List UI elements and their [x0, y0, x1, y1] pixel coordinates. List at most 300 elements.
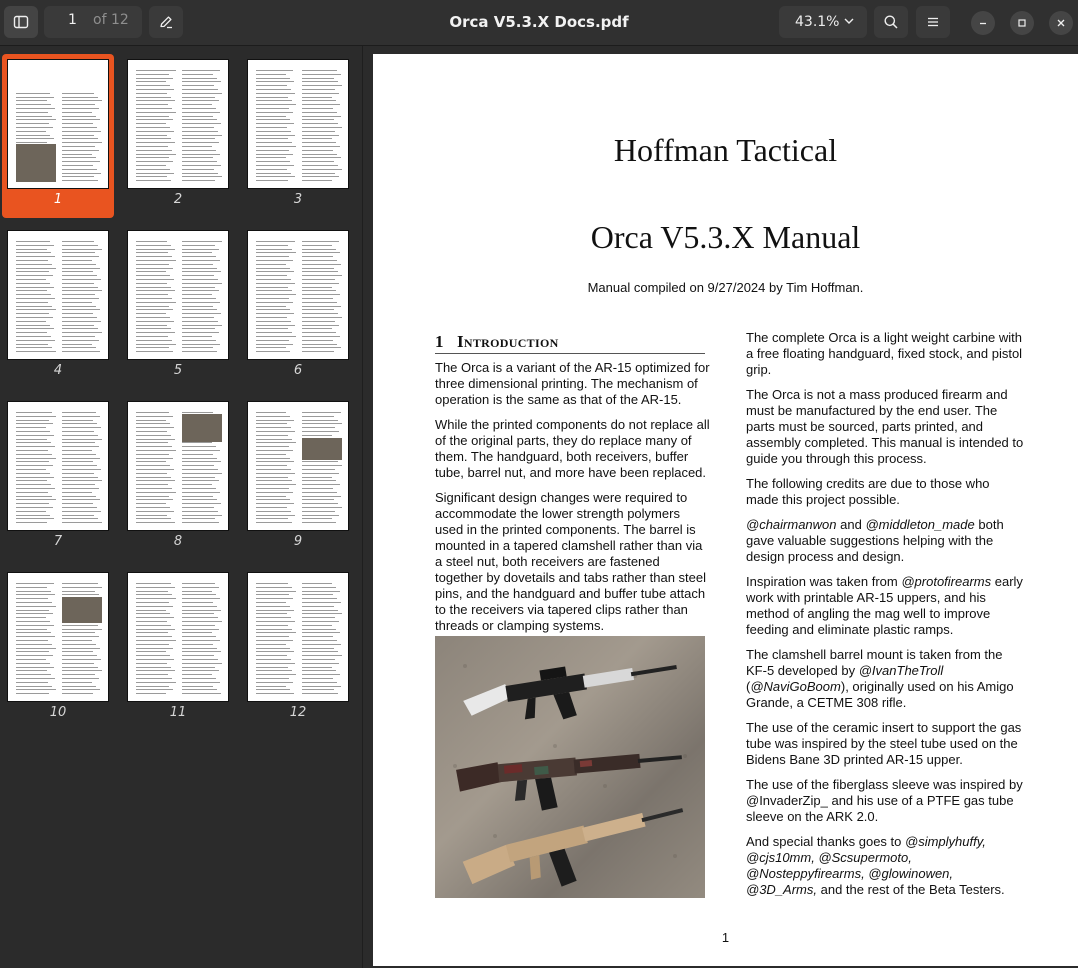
- thumbnail-text-line: [182, 606, 217, 607]
- thumbnail-text-line: [182, 150, 216, 151]
- thumbnail-text-line: [62, 670, 102, 671]
- paragraph: The use of the fiberglass sleeve was inspired by @InvaderZip_ and his use of a PTFE gas tube sleeve on the ARK 2.0.: [746, 777, 1023, 824]
- thumbnail-text-line: [16, 431, 50, 432]
- thumbnail-text-line: [62, 667, 98, 668]
- thumbnail-text-line: [302, 621, 339, 622]
- maximize-button[interactable]: [1010, 11, 1034, 35]
- thumbnail-text-line: [182, 241, 222, 242]
- thumbnail-text-line: [182, 264, 213, 265]
- thumbnail-text-line: [302, 116, 341, 117]
- thumbnail-text-line: [256, 617, 291, 618]
- thumbnail-text-line: [136, 340, 172, 341]
- thumbnail-text-line: [136, 78, 173, 79]
- thumbnail-page-1[interactable]: [2, 54, 114, 218]
- thumbnail-text-line: [62, 176, 94, 177]
- thumbnail-text-line: [302, 306, 341, 307]
- thumbnail-text-line: [136, 157, 169, 158]
- thumbnail-text-line: [136, 150, 172, 151]
- thumbnail-text-line: [136, 112, 176, 113]
- thumbnail-text-line: [16, 640, 48, 641]
- thumbnail-text-line: [302, 290, 336, 291]
- thumbnail-text-line: [302, 682, 337, 683]
- thumbnail-text-line: [136, 518, 171, 519]
- thumbnail-text-line: [256, 268, 290, 269]
- thumbnail-text-line: [62, 480, 102, 481]
- thumbnail-photo: [16, 144, 56, 182]
- thumbnail-text-line: [16, 480, 47, 481]
- thumbnail-text-line: [302, 123, 338, 124]
- thumbnail-text-line: [302, 606, 334, 607]
- thumbnail-text-line: [16, 306, 52, 307]
- current-page-input[interactable]: 1: [68, 12, 77, 28]
- thumbnail-text-line: [182, 507, 214, 508]
- thumbnail-text-line: [182, 176, 222, 177]
- thumbnail-text-line: [62, 287, 98, 288]
- thumbnail-text-line: [136, 100, 175, 101]
- thumbnail-text-line: [16, 511, 46, 512]
- thumbnail-text-line: [16, 100, 47, 101]
- thumbnail-text-line: [16, 268, 56, 269]
- thumbnail-text-line: [182, 663, 222, 664]
- thumbnail-text-line: [62, 435, 98, 436]
- thumbnail-text-line: [62, 127, 97, 128]
- thumbnail-text-line: [62, 465, 97, 466]
- thumbnail-text-line: [182, 78, 217, 79]
- thumbnail-text-line: [136, 477, 171, 478]
- thumbnail-text-line: [302, 176, 339, 177]
- thumbnail-text-line: [256, 435, 288, 436]
- thumbnail-text-line: [16, 515, 50, 516]
- thumbnail-text-line: [62, 587, 102, 588]
- thumbnail-text-line: [302, 667, 332, 668]
- thumbnail-text-line: [182, 693, 221, 694]
- thumbnail-text-line: [16, 629, 47, 630]
- thumbnail-text-line: [16, 648, 56, 649]
- thumbnail-text-line: [16, 496, 52, 497]
- thumbnail-text-line: [136, 598, 176, 599]
- thumbnail-text-line: [256, 461, 294, 462]
- thumbnail-text-line: [256, 142, 292, 143]
- thumbnail-text-line: [256, 93, 295, 94]
- thumbnail-text-line: [256, 416, 290, 417]
- thumbnail-text-line: [302, 328, 332, 329]
- thumbnail-text-line: [182, 632, 212, 633]
- close-button[interactable]: [1049, 11, 1073, 35]
- thumbnail-text-line: [256, 644, 286, 645]
- thumbnail-text-line: [136, 332, 175, 333]
- thumbnail-text-line: [256, 85, 287, 86]
- thumbnail-text-line: [302, 522, 336, 523]
- thumbnail-text-line: [182, 245, 215, 246]
- thumbnail-text-line: [62, 640, 92, 641]
- search-button[interactable]: [874, 6, 908, 38]
- maximize-icon: [1017, 18, 1027, 28]
- thumbnail-text-line: [256, 602, 286, 603]
- thumbnail-text-line: [256, 290, 292, 291]
- thumbnail-image: [8, 60, 108, 188]
- thumbnail-text-line: [302, 689, 334, 690]
- thumbnail-text-line: [136, 313, 166, 314]
- thumbnail-text-line: [256, 108, 289, 109]
- thumbnail-text-line: [182, 484, 212, 485]
- thumbnail-text-line: [136, 116, 169, 117]
- thumbnail-text-line: [182, 252, 212, 253]
- thumbnail-text-line: [182, 522, 219, 523]
- thumbnail-text-line: [182, 621, 222, 622]
- thumbnail-text-line: [302, 515, 339, 516]
- thumbnail-text-line: [302, 112, 337, 113]
- thumbnail-text-line: [256, 283, 295, 284]
- thumbnail-text-line: [256, 161, 290, 162]
- thumbnail-text-line: [62, 522, 102, 523]
- thumbnail-text-line: [62, 313, 93, 314]
- thumbnail-text-line: [16, 613, 53, 614]
- thumbnail-text-line: [182, 465, 214, 466]
- thumbnail-text-line: [182, 142, 219, 143]
- thumbnail-text-line: [182, 442, 212, 443]
- annotate-button[interactable]: [149, 6, 183, 38]
- thumbnail-text-line: [136, 131, 174, 132]
- thumbnail-text-line: [182, 302, 220, 303]
- thumbnail-page-2[interactable]: [122, 54, 234, 218]
- thumbnail-text-line: [182, 492, 220, 493]
- thumbnail-text-line: [16, 309, 56, 310]
- thumbnail-label: 7: [53, 534, 63, 549]
- thumbnail-text-line: [302, 127, 342, 128]
- thumbnail-text-line: [136, 264, 169, 265]
- thumbnail-text-line: [62, 306, 96, 307]
- main-menu-button[interactable]: [916, 6, 950, 38]
- thumbnail-text-line: [256, 439, 292, 440]
- thumbnail-text-line: [136, 283, 167, 284]
- thumbnail-text-line: [182, 336, 212, 337]
- thumbnail-text-line: [182, 161, 217, 162]
- thumbnail-text-line: [256, 458, 290, 459]
- thumbnail-sidebar[interactable]: [0, 46, 363, 968]
- thumbnail-page-12[interactable]: [242, 567, 354, 731]
- thumbnail-text-line: [182, 496, 213, 497]
- thumbnail-text-line: [182, 636, 216, 637]
- thumbnail-page-6[interactable]: [242, 225, 354, 389]
- thumbnail-text-line: [302, 629, 336, 630]
- page-number-field[interactable]: [44, 6, 142, 38]
- thumbnail-text-line: [136, 271, 166, 272]
- thumbnail-text-line: [256, 606, 290, 607]
- thumbnail-text-line: [182, 678, 216, 679]
- thumbnail-page-3[interactable]: [242, 54, 354, 218]
- thumbnail-text-line: [182, 154, 220, 155]
- thumbnail-text-line: [302, 507, 342, 508]
- thumbnail-text-line: [256, 271, 294, 272]
- thumbnail-image: [8, 402, 108, 530]
- thumbnail-text-line: [136, 256, 172, 257]
- thumbnail-page-5[interactable]: [122, 225, 234, 389]
- thumbnail-text-line: [136, 431, 167, 432]
- thumbnail-text-line: [302, 100, 336, 101]
- thumbnail-text-line: [62, 423, 97, 424]
- document-viewer[interactable]: [363, 46, 1078, 968]
- thumbnail-text-line: [182, 450, 220, 451]
- thumbnail-text-line: [256, 157, 286, 158]
- thumbnail-text-line: [256, 674, 296, 675]
- thumbnail-text-line: [16, 446, 55, 447]
- thumbnail-text-line: [302, 268, 334, 269]
- thumbnail-text-line: [62, 294, 95, 295]
- thumbnail-text-line: [16, 477, 54, 478]
- thumbnail-text-line: [62, 332, 102, 333]
- thumbnail-text-line: [62, 458, 100, 459]
- thumbnail-text-line: [16, 636, 55, 637]
- minimize-button[interactable]: [971, 11, 995, 35]
- thumbnail-text-line: [62, 165, 93, 166]
- thumbnail-text-line: [16, 290, 47, 291]
- thumbnail-text-line: [302, 294, 340, 295]
- thumbnail-text-line: [62, 93, 94, 94]
- thumbnail-text-line: [62, 594, 99, 595]
- thumbnail-label: 6: [293, 363, 303, 378]
- thumbnail-text-line: [302, 674, 340, 675]
- thumbnail-text-line: [136, 81, 166, 82]
- thumbnail-text-line: [62, 325, 94, 326]
- thumbnail-text-line: [136, 249, 175, 250]
- thumbnail-text-line: [256, 511, 291, 512]
- thumbnail-text-line: [136, 602, 169, 603]
- thumbnail-text-line: [256, 317, 287, 318]
- pen-icon: [158, 14, 174, 30]
- thumbnail-text-line: [16, 461, 49, 462]
- thumbnail-text-line: [136, 245, 171, 246]
- thumbnail-text-line: [302, 518, 332, 519]
- thumbnail-text-line: [302, 686, 341, 687]
- thumbnail-text-line: [62, 511, 101, 512]
- thumbnail-text-line: [256, 344, 293, 345]
- thumbnail-text-line: [256, 169, 287, 170]
- thumbnail-text-line: [16, 97, 54, 98]
- thumbnail-text-line: [182, 306, 213, 307]
- thumbnail-text-line: [136, 674, 168, 675]
- thumbnail-text-line: [302, 165, 338, 166]
- thumbnail-text-line: [302, 154, 337, 155]
- thumbnail-text-line: [182, 112, 220, 113]
- thumbnail-image: [128, 231, 228, 359]
- thumbnail-text-line: [62, 298, 99, 299]
- thumbnail-page-9[interactable]: [242, 396, 354, 560]
- thumbnail-text-line: [62, 264, 96, 265]
- thumbnail-text-line: [302, 78, 334, 79]
- rifles-photo: [435, 636, 705, 898]
- thumbnail-text-line: [16, 492, 48, 493]
- thumbnail-text-line: [182, 309, 217, 310]
- left-column: [435, 360, 711, 643]
- thumbnail-text-line: [136, 511, 174, 512]
- thumbnail-text-line: [62, 499, 100, 500]
- thumbnail-text-line: [136, 241, 167, 242]
- thumbnail-text-line: [182, 123, 221, 124]
- thumbnail-text-line: [16, 655, 53, 656]
- thumbnail-text-line: [136, 515, 167, 516]
- thumbnail-text-line: [182, 480, 219, 481]
- thumbnail-text-line: [182, 85, 214, 86]
- thumbnail-text-line: [62, 245, 98, 246]
- thumbnail-text-line: [302, 655, 342, 656]
- thumbnail-text-line: [136, 252, 168, 253]
- paragraph: [746, 574, 1024, 638]
- thumbnail-text-line: [16, 632, 51, 633]
- thumbnail-text-line: [256, 625, 288, 626]
- thumbnail-text-line: [16, 507, 53, 508]
- thumbnail-text-line: [256, 313, 294, 314]
- thumbnail-text-line: [136, 138, 171, 139]
- thumbnail-text-line: [302, 594, 333, 595]
- thumbnail-text-line: [62, 686, 96, 687]
- thumbnail-text-line: [182, 89, 218, 90]
- thumbnail-text-line: [62, 678, 99, 679]
- thumbnail-text-line: [62, 161, 100, 162]
- thumbnail-text-line: [256, 659, 291, 660]
- thumbnail-text-line: [16, 594, 55, 595]
- thumbnail-text-line: [16, 473, 50, 474]
- thumbnail-text-line: [182, 74, 213, 75]
- thumbnail-page-7[interactable]: [2, 396, 114, 560]
- thumbnail-text-line: [182, 617, 218, 618]
- thumbnail-text-line: [136, 446, 172, 447]
- text: early work with printable AR-15 uppers, and his method of angling the mag well to improve feeding and eliminate plastic ramps.: [746, 574, 1023, 637]
- thumbnail-text-line: [302, 89, 335, 90]
- thumbnail-text-line: [302, 108, 333, 109]
- thumbnail-text-line: [62, 347, 96, 348]
- thumbnail-text-line: [256, 423, 287, 424]
- thumbnail-text-line: [16, 298, 55, 299]
- thumbnail-text-line: [182, 469, 218, 470]
- right-column: [746, 330, 1024, 907]
- thumbnail-text-line: [136, 309, 173, 310]
- thumbnail-text-line: [302, 610, 338, 611]
- thumbnail-text-line: [136, 344, 176, 345]
- thumbnail-text-line: [16, 606, 56, 607]
- thumbnail-text-line: [62, 112, 92, 113]
- thumbnail-text-line: [182, 100, 219, 101]
- thumbnail-text-line: [256, 249, 292, 250]
- thumbnail-label: 9: [293, 534, 303, 549]
- thumbnail-text-line: [256, 496, 286, 497]
- compiled-line: Manual compiled on 9/27/2024 by Tim Hoffman.: [587, 280, 864, 295]
- thumbnail-text-line: [62, 439, 102, 440]
- chevron-down-icon: [843, 15, 855, 27]
- thumbnail-text-line: [302, 678, 333, 679]
- thumbnail-text-line: [16, 670, 47, 671]
- thumbnail-text-line: [256, 100, 292, 101]
- organization-title: Hoffman Tactical: [613, 132, 838, 168]
- thumbnail-text-line: [182, 332, 219, 333]
- sidebar-toggle-button[interactable]: [4, 6, 38, 38]
- thumbnail-page-10[interactable]: [2, 567, 114, 731]
- thumbnail-text-line: [16, 252, 51, 253]
- thumbnail-text-line: [182, 169, 214, 170]
- zoom-dropdown[interactable]: [779, 6, 867, 38]
- handle: @IvanTheTroll: [858, 663, 944, 678]
- thumbnail-page-8[interactable]: [122, 396, 234, 560]
- thumbnail-text-line: [182, 275, 214, 276]
- thumbnail-text-line: [62, 279, 101, 280]
- thumbnail-text-line: [136, 492, 176, 493]
- thumbnail-text-line: [302, 332, 336, 333]
- thumbnail-text-line: [302, 321, 335, 322]
- thumbnail-text-line: [182, 340, 216, 341]
- thumbnail-text-line: [136, 275, 170, 276]
- thumbnail-text-line: [62, 591, 95, 592]
- thumbnail-text-line: [136, 294, 168, 295]
- thumbnail-text-line: [256, 347, 286, 348]
- thumbnail-text-line: [302, 169, 342, 170]
- thumbnail-text-line: [136, 154, 176, 155]
- thumbnail-text-line: [16, 294, 51, 295]
- thumbnail-text-line: [256, 636, 289, 637]
- thumbnail-image: [128, 60, 228, 188]
- thumbnail-text-line: [136, 689, 173, 690]
- thumbnail-text-line: [182, 138, 215, 139]
- thumbnail-text-line: [182, 674, 212, 675]
- thumbnail-text-line: [16, 344, 48, 345]
- thumbnail-text-line: [256, 241, 295, 242]
- thumbnail-text-line: [16, 442, 51, 443]
- thumbnail-text-line: [62, 150, 99, 151]
- thumbnail-text-line: [136, 454, 169, 455]
- thumbnail-text-line: [136, 306, 169, 307]
- minimize-icon: [978, 18, 988, 28]
- thumbnail-text-line: [256, 256, 289, 257]
- thumbnail-text-line: [256, 78, 290, 79]
- thumbnail-text-line: [62, 416, 100, 417]
- thumbnail-text-line: [62, 632, 95, 633]
- thumbnail-text-line: [182, 146, 212, 147]
- thumbnail-text-line: [182, 116, 213, 117]
- thumbnail-text-line: [302, 598, 337, 599]
- thumbnail-page-4[interactable]: [2, 225, 114, 389]
- thumbnail-text-line: [16, 123, 49, 124]
- thumbnail-text-line: [256, 279, 291, 280]
- thumbnail-text-line: [256, 629, 292, 630]
- thumbnail-text-line: [182, 587, 219, 588]
- thumbnail-text-line: [256, 465, 287, 466]
- thumbnail-text-line: [136, 420, 166, 421]
- thumbnail-text-line: [62, 420, 93, 421]
- thumbnail-text-line: [182, 173, 218, 174]
- thumbnail-text-line: [302, 249, 336, 250]
- thumbnail-text-line: [16, 458, 56, 459]
- thumbnail-text-line: [62, 268, 100, 269]
- thumbnail-text-line: [302, 636, 333, 637]
- text: (: [746, 679, 751, 694]
- thumbnail-text-line: [256, 427, 291, 428]
- sidebar-icon: [13, 14, 29, 30]
- thumbnail-text-line: [302, 496, 341, 497]
- thumbnail-text-line: [182, 515, 222, 516]
- thumbnail-text-line: [182, 256, 216, 257]
- thumbnail-text-line: [256, 146, 296, 147]
- thumbnail-text-line: [136, 499, 173, 500]
- thumbnail-text-line: [302, 336, 340, 337]
- thumbnail-text-line: [302, 351, 334, 352]
- thumbnail-text-line: [16, 116, 52, 117]
- thumbnail-text-line: [256, 131, 291, 132]
- thumbnail-text-line: [302, 287, 332, 288]
- thumbnail-page-11[interactable]: [122, 567, 234, 731]
- handle: @chairmanwon: [746, 517, 837, 532]
- thumbnail-text-line: [62, 138, 98, 139]
- thumbnail-text-line: [256, 594, 289, 595]
- thumbnail-text-line: [302, 484, 340, 485]
- thumbnail-text-line: [136, 435, 171, 436]
